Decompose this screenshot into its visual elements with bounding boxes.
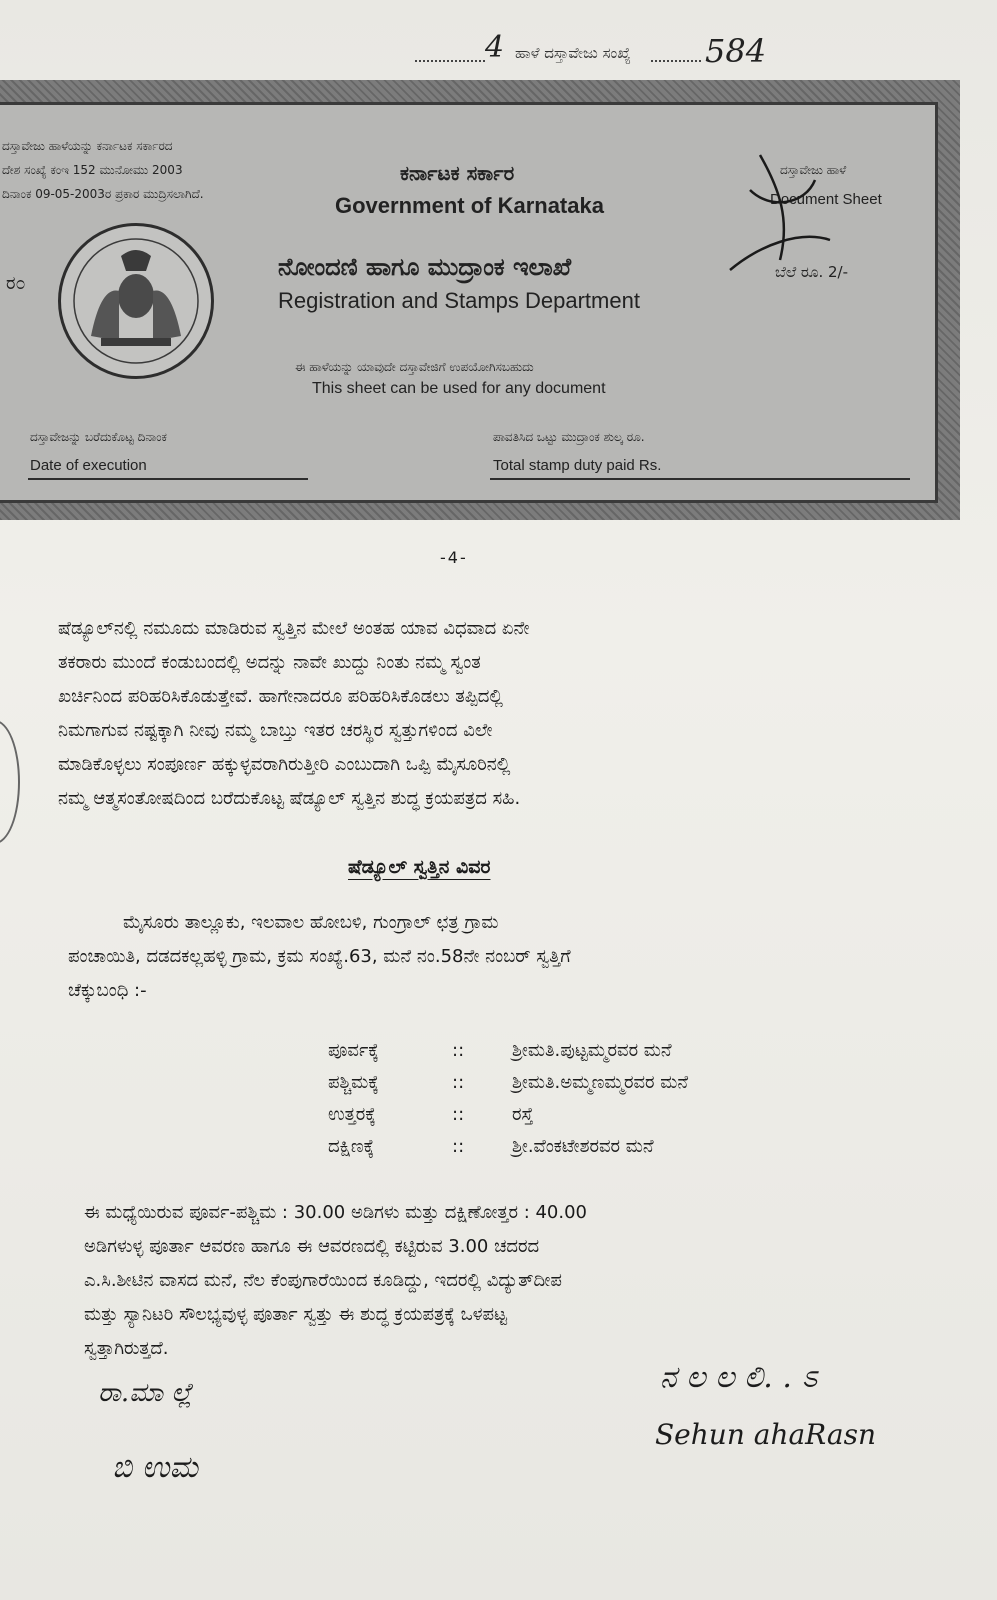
notification-line: ದೇಶ ಸಂಖ್ಯೆ ಕಂಇ 152 ಮುನೋಮು 2003: [2, 163, 183, 177]
text-line: ಷೆಡ್ಯೂಲ್‌ನಲ್ಲಿ ನಮೂದು ಮಾಡಿರುವ ಸ್ವತ್ತಿನ ಮೇಲೆ ಅಂತಹ ಯಾವ ವಿಧವಾದ ಏನೇ: [58, 618, 530, 639]
document-sheet-label: Document Sheet: [770, 191, 882, 208]
notification-line: ದಿನಾಂಕ 09-05-2003ರ ಪ್ರಕಾರ ಮುದ್ರಿಸಲಾಗಿದೆ.: [2, 187, 204, 201]
text-line: ಸ್ವತ್ತಾಗಿರುತ್ತದೆ.: [84, 1338, 169, 1359]
execution-date-line: [28, 478, 308, 480]
signature-right-top: ನ ಲ ಲ ಲಿ. . ಽ: [660, 1360, 818, 1395]
signature-left-bottom: ಬಿ ಉಮ: [112, 1450, 199, 1485]
notification-line: ದಸ್ತಾವೇಜು ಹಾಳೆಯನ್ನು ಕರ್ನಾಟಕ ಸರ್ಕಾರದ: [2, 139, 173, 153]
text-line: ಅಡಿಗಳುಳ್ಳ ಪೂರ್ತಾ ಆವರಣ ಹಾಗೂ ಈ ಆವರಣದಲ್ಲಿ ಕಟ್ಟಿರುವ 3.00 ಚದರದ: [84, 1236, 540, 1257]
stamp-duty-label: Total stamp duty paid Rs.: [493, 457, 662, 474]
paragraph-property-description: [84, 1196, 864, 1366]
government-title: Government of Karnataka: [335, 193, 604, 218]
signature-right-bottom: Sehun ahaRasn: [655, 1418, 876, 1451]
document-number-handwritten: 584: [705, 32, 767, 70]
text-line: ತಕರಾರು ಮುಂದೆ ಕಂಡುಬಂದಲ್ಲಿ ಅದನ್ನು ನಾವೇ ಖುದ್ದು ನಿಂತು ನಮ್ಮ ಸ್ವಂತ: [58, 652, 481, 673]
schedule-heading: ಷೆಡ್ಯೂಲ್ ಸ್ವತ್ತಿನ ವಿವರ: [348, 856, 491, 878]
emblem-icon: [61, 226, 211, 376]
boundary-side: ದಕ್ಷಿಣಕ್ಕೆ: [328, 1136, 375, 1157]
document-number-label: ಹಾಳೆ ದಸ್ತಾವೇಜು ಸಂಖ್ಯೆ: [515, 44, 631, 62]
sheet-number-handwritten: 4: [485, 30, 505, 65]
boundary-value: ಶ್ರೀ.ವೆಂಕಟೇಶರವರ ಮನೆ: [512, 1136, 654, 1157]
usage-note: This sheet can be used for any document: [312, 380, 606, 397]
boundary-value: ಶ್ರೀಮತಿ.ಅಮ್ಮಣಮ್ಮರವರ ಮನೆ: [512, 1072, 689, 1093]
department-title: Registration and Stamps Department: [278, 288, 640, 313]
boundary-separator: ::: [452, 1136, 465, 1157]
text-line: ನಮ್ಮ ಆತ್ಮಸಂತೋಷದಿಂದ ಬರೆದುಕೊಟ್ಟ ಷೆಡ್ಯೂಲ್ ಸ್ವತ್ತಿನ ಶುದ್ಧ ಕ್ರಯಪತ್ರದ ಸಹಿ.: [58, 788, 521, 809]
text-line: ಮಾಡಿಕೊಳ್ಳಲು ಸಂಪೂರ್ಣ ಹಕ್ಕುಳ್ಳವರಾಗಿರುತ್ತೀರಿ ಎಂಬುದಾಗಿ ಒಪ್ಪಿ ಮೈಸೂರಿನಲ್ಲಿ: [58, 754, 511, 775]
official-signature-icon: [720, 150, 840, 280]
signature-left-top: ರಾ.ಮಾ ಲ್ಲೆ: [98, 1378, 193, 1408]
boundary-separator: ::: [452, 1104, 465, 1125]
execution-date-label: Date of execution: [30, 457, 147, 474]
government-title-kannada: ಕರ್ನಾಟಕ ಸರ್ಕಾರ: [400, 161, 515, 185]
department-title-kannada: ನೋಂದಣಿ ಹಾಗೂ ಮುದ್ರಾಂಕ ಇಲಾಖೆ: [278, 253, 572, 281]
dotted-line: [651, 60, 701, 62]
stamp-duty-label-kannada: ಪಾವತಿಸಿದ ಒಟ್ಟು ಮುದ್ರಾಂಕ ಶುಲ್ಕ ರೂ.: [493, 430, 645, 444]
boundary-side: ಉತ್ತರಕ್ಕೆ: [328, 1104, 376, 1125]
execution-date-label-kannada: ದಸ್ತಾವೇಜನ್ನು ಬರೆದುಕೊಟ್ಟ ದಿನಾಂಕ: [30, 430, 167, 444]
text-line: ಪಂಚಾಯಿತಿ, ದಡದಕಲ್ಲಹಳ್ಳಿ ಗ್ರಾಮ, ಕ್ರಮ ಸಂಖ್ಯೆ.63, ಮನೆ ನಂ.58ನೇ ನಂಬರ್ ಸ್ವತ್ತಿಗೆ: [68, 946, 571, 967]
page-number: -4-: [440, 548, 468, 567]
text-line: ಖರ್ಚಿನಿಂದ ಪರಿಹರಿಸಿಕೊಡುತ್ತೇವೆ. ಹಾಗೇನಾದರೂ ಪರಿಹರಿಸಿಕೊಡಲು ತಪ್ಪಿದಲ್ಲಿ: [58, 686, 503, 707]
boundary-value: ರಸ್ತೆ: [512, 1104, 534, 1125]
document-sheet-label-kannada: ದಸ್ತಾವೇಜು ಹಾಳೆ: [780, 163, 847, 177]
price-label: ಬೆಲೆ ರೂ. 2/-: [775, 263, 848, 281]
paragraph-undertaking: [58, 612, 868, 816]
text-line: ಮತ್ತು ಸ್ಯಾನಿಟರಿ ಸೌಲಭ್ಯವುಳ್ಳ ಪೂರ್ತಾ ಸ್ವತ್ತು ಈ ಶುದ್ಧ ಕ್ರಯಪತ್ರಕ್ಕೆ ಒಳಪಟ್ಟ: [84, 1304, 508, 1325]
boundary-separator: ::: [452, 1040, 465, 1061]
left-code: ರ೦: [6, 273, 26, 294]
paragraph-property-location: [68, 906, 868, 1008]
state-emblem-seal: [58, 223, 214, 379]
boundary-side: ಪೂರ್ವಕ್ಕೆ: [328, 1040, 379, 1061]
edge-seal-mark: [0, 720, 20, 844]
stamp-duty-line: [490, 478, 910, 480]
text-line: ಮೈಸೂರು ತಾಲ್ಲೂಕು, ಇಲವಾಲ ಹೋಬಳಿ, ಗುಂಗ್ರಾಲ್ ಛತ್ರ ಗ್ರಾಮ: [123, 912, 499, 933]
text-line: ಈ ಮಧ್ಯೆಯಿರುವ ಪೂರ್ವ-ಪಶ್ಚಿಮ : 30.00 ಅಡಿಗಳು ಮತ್ತು ದಕ್ಷಿಣೋತ್ತರ : 40.00: [84, 1202, 588, 1223]
usage-note-kannada: ಈ ಹಾಳೆಯನ್ನು ಯಾವುದೇ ದಸ್ತಾವೇಜಿಗೆ ಉಪಯೋಗಿಸಬಹುದು: [295, 360, 534, 374]
dotted-line: [415, 60, 485, 62]
boundary-separator: ::: [452, 1072, 465, 1093]
text-line: ನಿಮಗಾಗುವ ನಷ್ಟಕ್ಕಾಗಿ ನೀವು ನಮ್ಮ ಬಾಬ್ತು ಇತರ ಚರಸ್ಥಿರ ಸ್ವತ್ತುಗಳಿಂದ ವಿಲೇ: [58, 720, 493, 741]
boundary-side: ಪಶ್ಚಿಮಕ್ಕೆ: [328, 1072, 379, 1093]
text-line: ಚೆಕ್ಕುಬಂಧಿ :-: [68, 980, 147, 1001]
stamp-header: [0, 80, 960, 520]
boundary-value: ಶ್ರೀಮತಿ.ಪುಟ್ಟಮ್ಮರವರ ಮನೆ: [512, 1040, 672, 1061]
text-line: ಎ.ಸಿ.ಶೀಟಿನ ವಾಸದ ಮನೆ, ನೆಲ ಕೆಂಪುಗಾರೆಯಿಂದ ಕೂಡಿದ್ದು, ಇದರಲ್ಲಿ ವಿದ್ಯುತ್‌ದೀಪ: [84, 1270, 562, 1291]
